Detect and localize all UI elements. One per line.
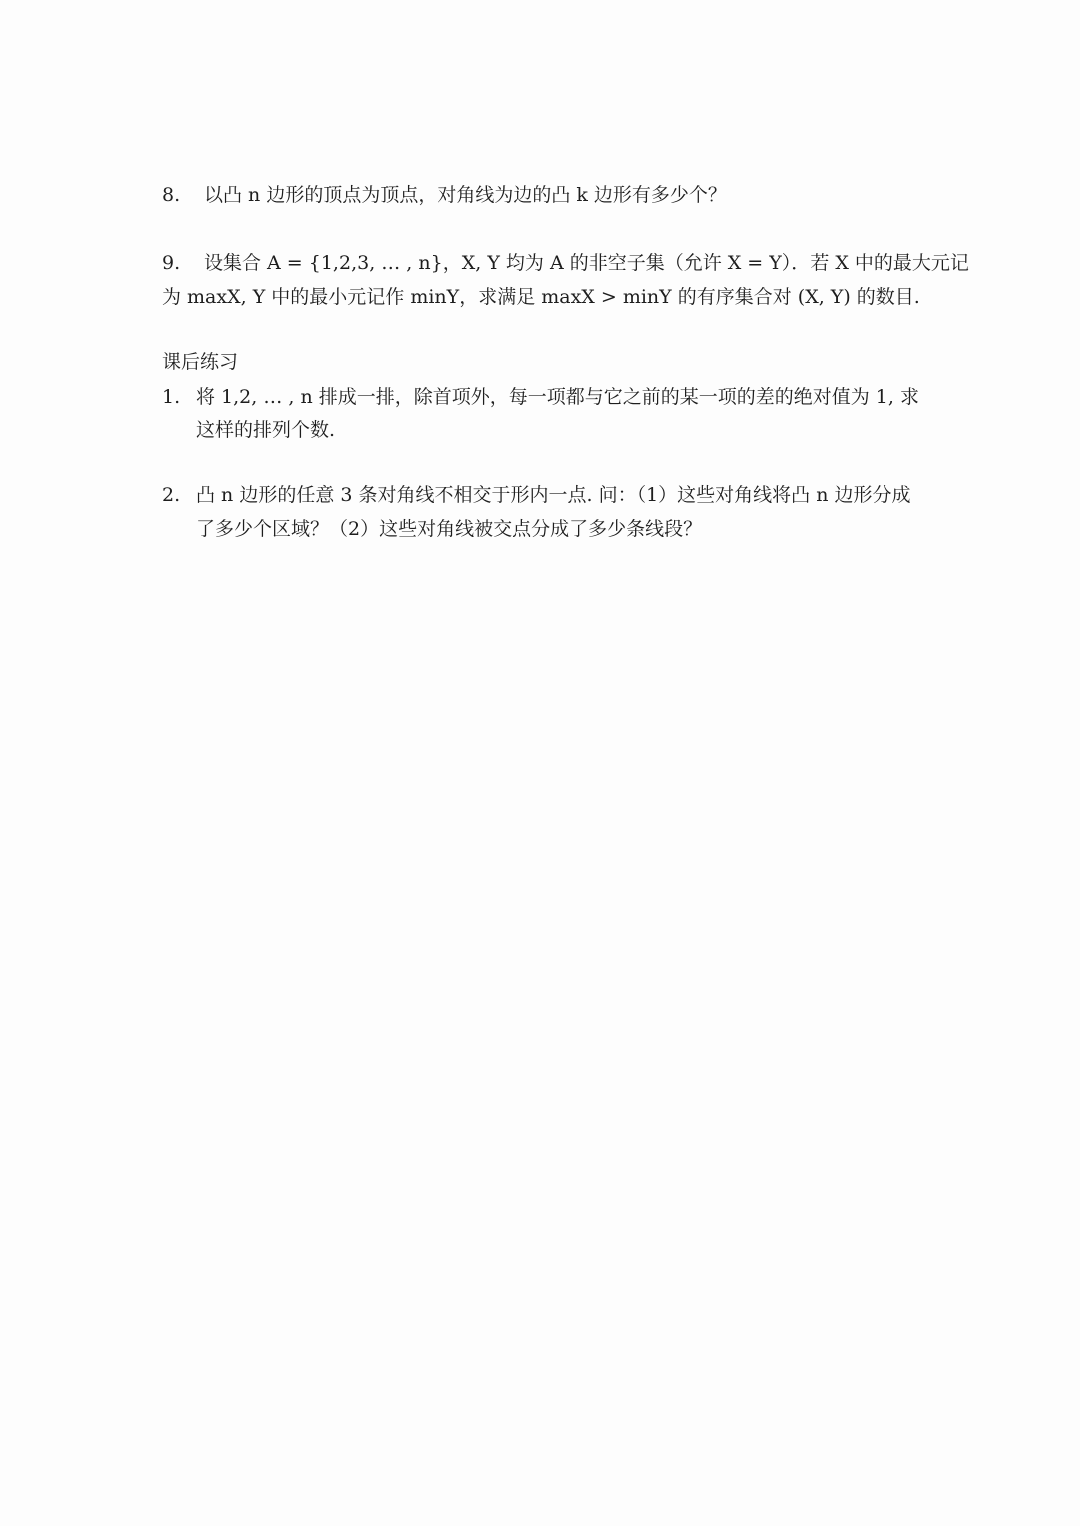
problem-8-number: 8. xyxy=(162,184,181,206)
problem-9-text-line-2: 为 maxX, Y 中的最小元记作 minY，求满足 maxX > minY 的有序集合对 (X, Y) 的数目. xyxy=(162,286,920,308)
exercise-2-number: 2. xyxy=(162,484,181,506)
problem-9-text-line-1: 设集合 A = {1,2,3, … , n}，X, Y 均为 A 的非空子集（允许 X = Y）．若 X 中的最大元记 xyxy=(204,252,969,274)
exercise-1-text-line-2: 这样的排列个数. xyxy=(196,419,336,441)
exercise-2-text-line-2: 了多少个区域？（2）这些对角线被交点分成了多少条线段？ xyxy=(196,518,703,540)
exercise-2-text-line-1: 凸 n 边形的任意 3 条对角线不相交于形内一点. 问：（1）这些对角线将凸 n 边形分成 xyxy=(196,484,911,506)
exercises-heading: 课后练习 xyxy=(162,351,239,373)
problem-8-text-line-1: 以凸 n 边形的顶点为顶点，对角线为边的凸 k 边形有多少个？ xyxy=(204,184,727,206)
exercise-1-text-line-1: 将 1,2, … , n 排成一排，除首项外，每一项都与它之前的某一项的差的绝对值为 1, 求 xyxy=(196,386,919,408)
exercise-1-number: 1. xyxy=(162,386,181,408)
problem-9-number: 9. xyxy=(162,252,181,274)
